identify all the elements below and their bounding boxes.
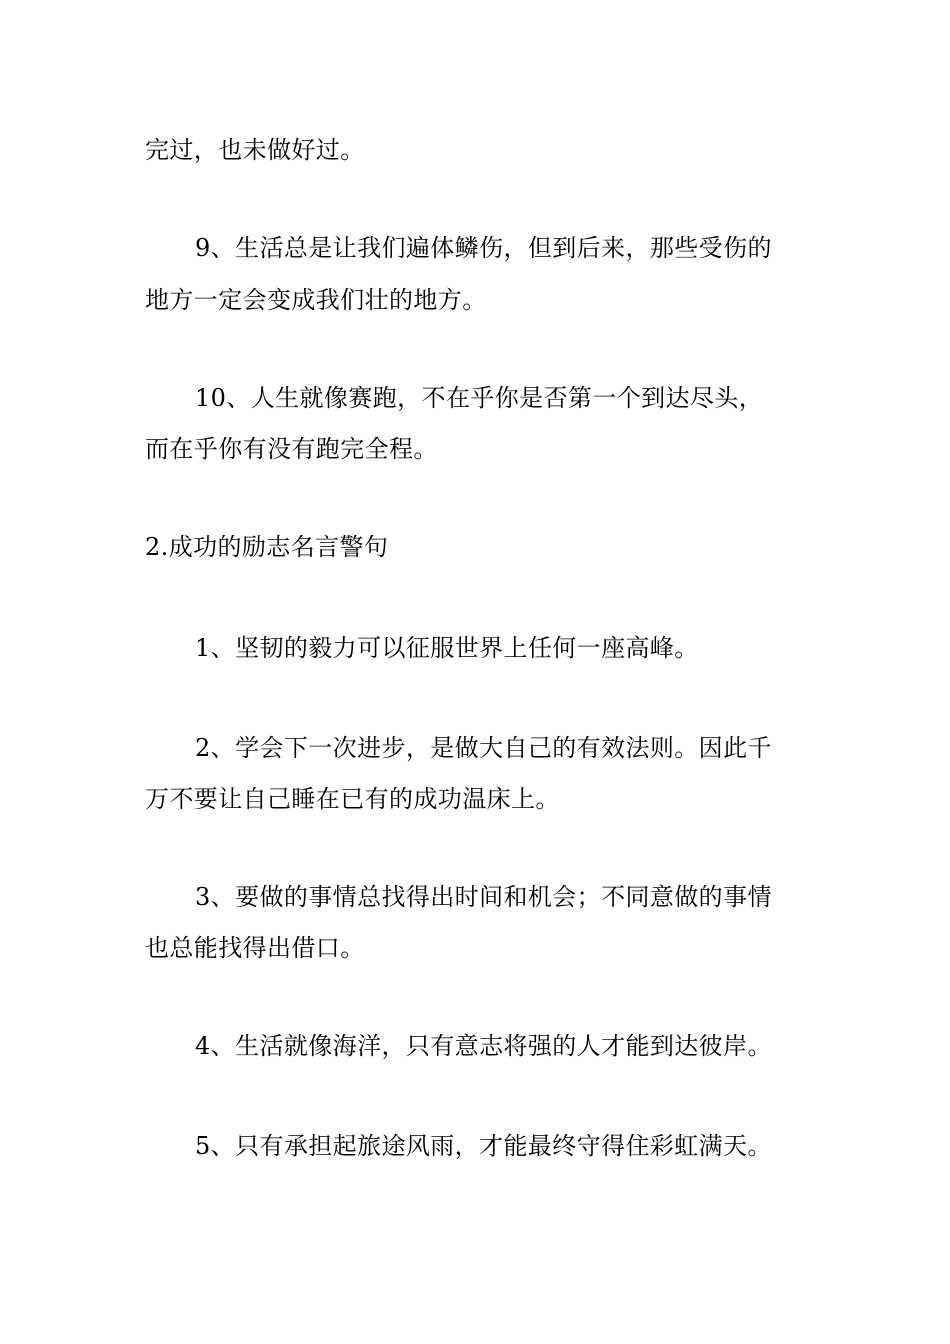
paragraph-line: 2、学会下一次进步，是做大自己的有效法则。因此千	[195, 734, 772, 762]
paragraph-line: 9、生活总是让我们遍体鳞伤，但到后来，那些受伤的	[195, 234, 772, 262]
paragraph-line: 而在乎你有没有跑完全程。	[145, 435, 438, 463]
paragraph-line: 4、生活就像海洋，只有意志将强的人才能到达彼岸。	[195, 1032, 772, 1060]
paragraph-line: 地方一定会变成我们壮的地方。	[145, 286, 487, 314]
paragraph-line: 5、只有承担起旅途风雨，才能最终守得住彩虹满天。	[195, 1132, 772, 1160]
section-heading: 2.成功的励志名言警句	[145, 533, 389, 561]
paragraph-line: 也总能找得出借口。	[145, 934, 365, 962]
paragraph-line: 10、人生就像赛跑，不在乎你是否第一个到达尽头，	[195, 384, 764, 412]
paragraph-line: 完过，也未做好过。	[145, 136, 365, 164]
paragraph-line: 万不要让自己睡在已有的成功温床上。	[145, 785, 560, 813]
paragraph-line: 1、坚韧的毅力可以征服世界上任何一座高峰。	[195, 634, 699, 662]
paragraph-line: 3、要做的事情总找得出时间和机会；不同意做的事情	[195, 883, 772, 911]
